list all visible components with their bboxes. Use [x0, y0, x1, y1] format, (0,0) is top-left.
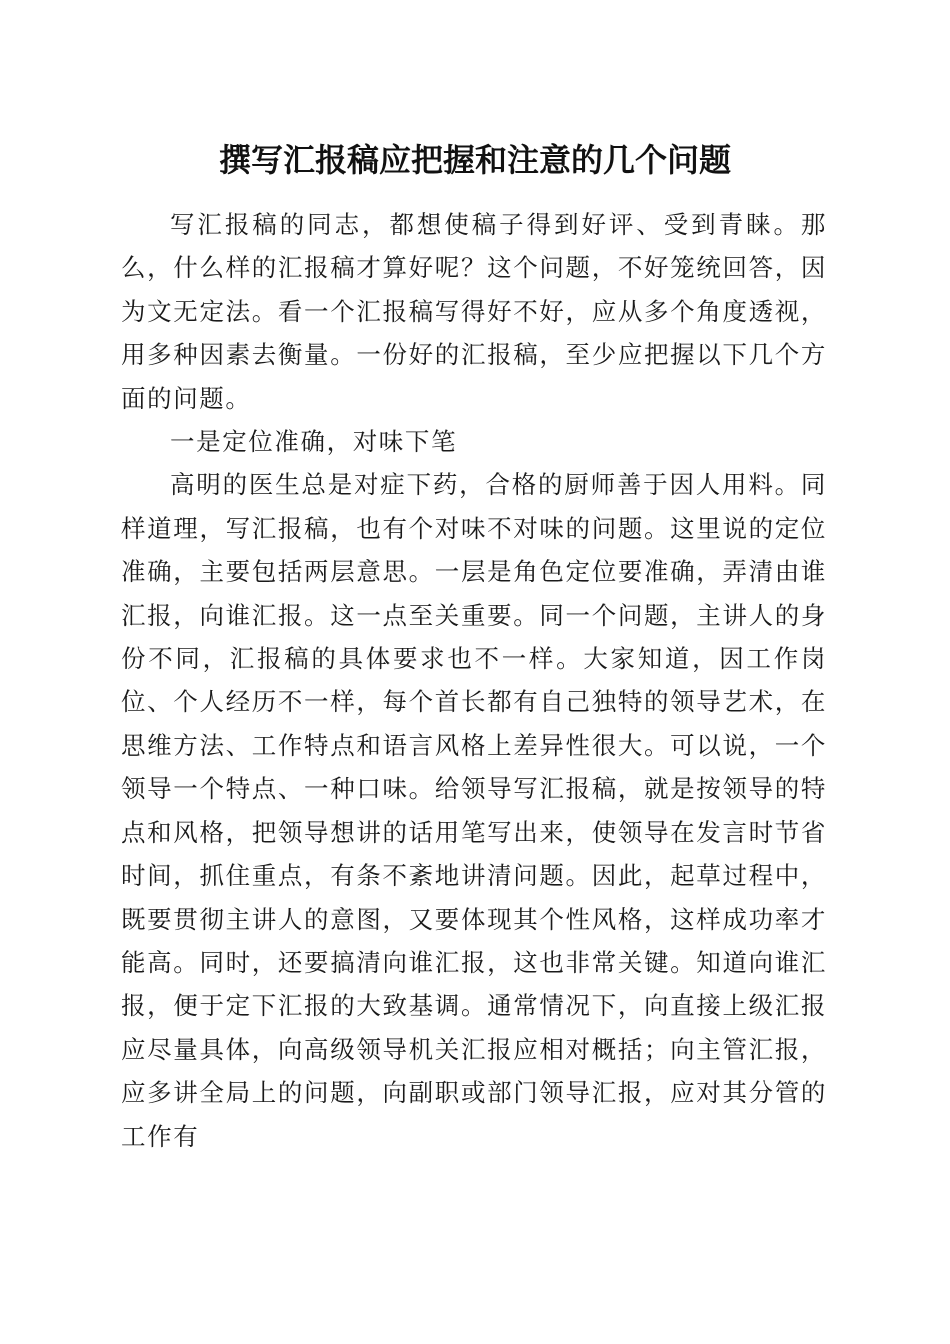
section-heading: 一是定位准确，对味下笔 — [170, 427, 458, 457]
document-title: 撰写汇报稿应把握和注意的几个问题 — [218, 141, 731, 179]
intro-paragraph: 写汇报稿的同志，都想使稿子得到好评、受到青睐。那么，什么样的汇报稿才算好呢？这个问题，不好笼统回答，因为文无定法。看一个汇报稿写得好不好，应从多个角度透视，用多种因素去衡量。一份好的汇报稿，至少应把握以下几个方面的问题。 — [121, 210, 827, 413]
document-body — [121, 203, 827, 1158]
section-paragraph: 高明的医生总是对症下药，合格的厨师善于因人用料。同样道理，写汇报稿，也有个对味不对味的问题。这里说的定位准确，主要包括两层意思。一层是角色定位要准确，弄清由谁汇报，向谁汇报。这一点至关重要。同一个问题，主讲人的身份不同，汇报稿的具体要求也不一样。大家知道，因工作岗位、个人经历不一样，每个首长都有自己独特的领导艺术，在思维方法、工作特点和语言风格上差异性很大。可以说，一个领导一个特点、一种口味。给领导写汇报稿，就是按领导的特点和风格，把领导想讲的话用笔写出来，使领导在发言时节省时间，抓住重点，有条不紊地讲清问题。因此，起草过程中，既要贯彻主讲人的意图，又要体现其个性风格，这样成功率才能高。同时，还要搞清向谁汇报，这也非常关键。知道向谁汇报，便于定下汇报的大致基调。通常情况下，向直接上级汇报应尽量具体，向高级领导机关汇报应相对概括；向主管汇报，应多讲全局上的问题，向副职或部门领导汇报，应对其分管的工作有 — [121, 470, 827, 1151]
